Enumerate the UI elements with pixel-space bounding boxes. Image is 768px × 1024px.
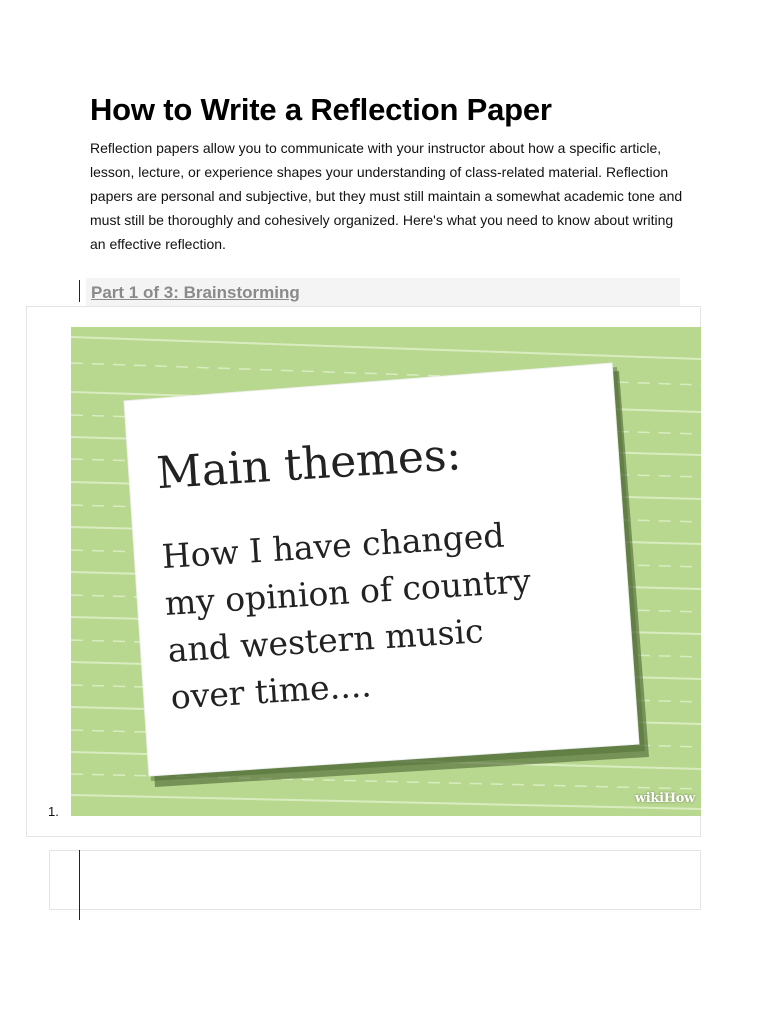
wikihow-watermark: wikiHow (634, 791, 695, 806)
divider-line (79, 280, 80, 302)
part-header (86, 278, 680, 306)
part-1-link[interactable]: Part 1 of 3: Brainstorming (91, 283, 300, 302)
illustration-graphic (71, 327, 701, 816)
card-line-2: my opinion of country (163, 561, 532, 623)
article-title: How to Write a Reflection Paper (90, 92, 552, 127)
card-line-4: over time.... (169, 665, 373, 717)
card-line-1: How I have changed (160, 515, 506, 577)
step-illustration (71, 327, 701, 816)
step-number: 1. (48, 804, 59, 819)
card-heading: Main themes: (155, 429, 463, 500)
divider-line (79, 850, 80, 920)
next-step-container (49, 850, 701, 910)
step-container (26, 306, 701, 837)
card-line-3: and western music (166, 611, 485, 670)
article-intro: Reflection papers allow you to communicate with your instructor about how a specific article, lesson, lecture, or experience shapes your understanding of class-related material. Reflection papers are personal and subjective, but they must still maintain a somewhat academic tone and must still be thoroughly and cohesively organized. Here's what you need to know about writing an effective reflection. (90, 140, 683, 252)
